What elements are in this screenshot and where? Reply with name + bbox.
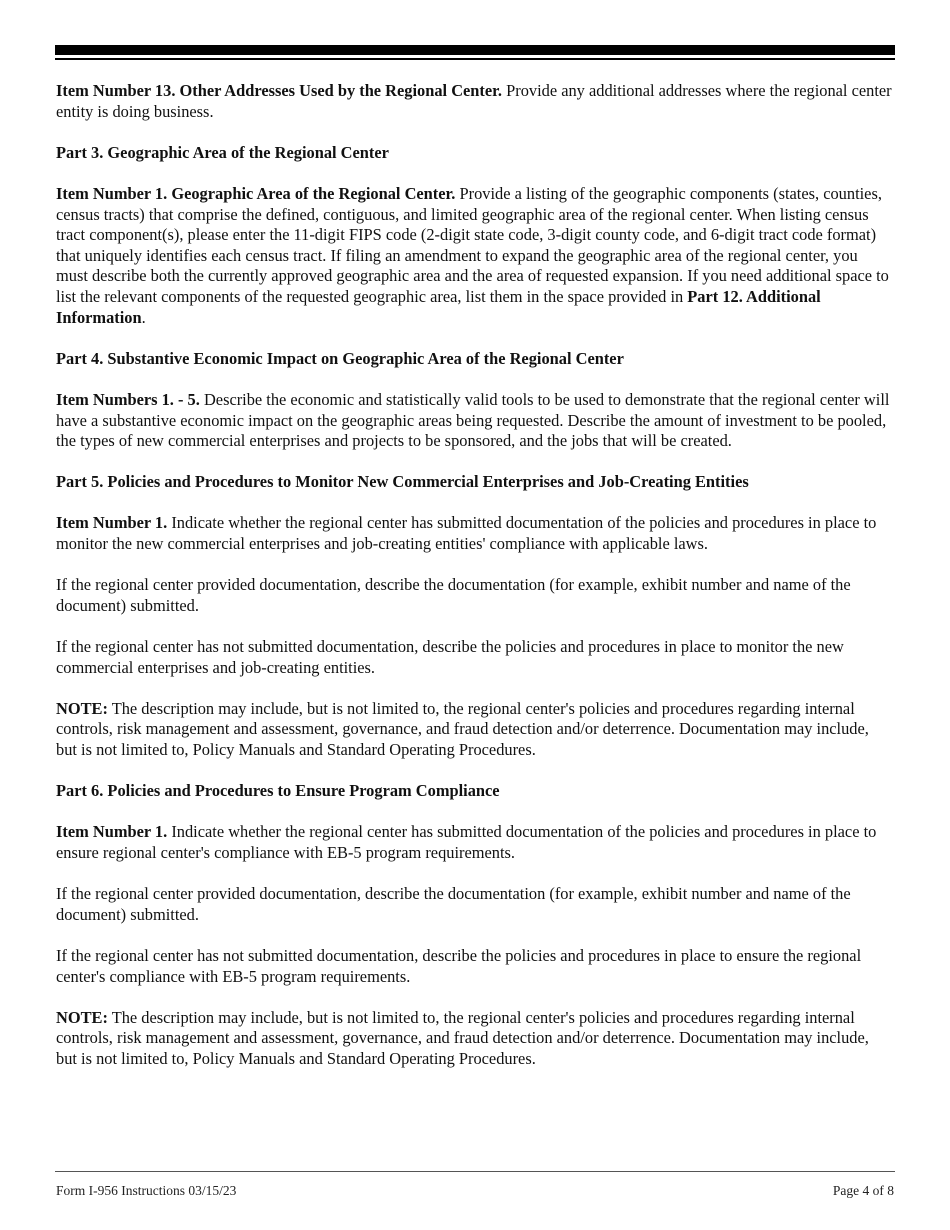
note-text: The description may include, but is not limited to, the regional center's policies and procedures regarding internal controls, risk management and assessment, governance, and fraud detection and/or deterrence. Documentation may include, but is not limited to, Policy Manuals and Standard Operating Procedures. [56, 698, 869, 759]
footer-form-label: Form I-956 Instructions 03/15/23 [56, 1183, 237, 1198]
item-text: Describe the economic and statistically valid tools to be used to demonstrate that the regional center will have a substantive economic impact on the geographic areas being requested. Describe the amount of investment to be pooled, the types of new commercial enterprises and projects to be sponsored, and the jobs that will be created. [56, 389, 890, 451]
item-text-end: . [141, 307, 146, 327]
paragraph-text: If the regional center provided documentation, describe the documentation (for example, exhibit number and name of the document) submitted. [56, 884, 851, 924]
part-5-note [56, 699, 892, 761]
instructions-body [56, 81, 892, 1090]
part-3-item-1 [56, 184, 892, 328]
part-6-heading [56, 781, 892, 802]
item-13-other-addresses [56, 81, 892, 122]
part-3-heading [56, 143, 892, 164]
paragraph-text: If the regional center provided documentation, describe the documentation (for example, exhibit number and name of the document) submitted. [56, 575, 851, 615]
footer-page-number: Page 4 of 8 [832, 1183, 894, 1198]
footer-rule [55, 1171, 895, 1172]
part-heading: Part 3. Geographic Area of the Regional Center [56, 142, 389, 162]
note-text: The description may include, but is not limited to, the regional center's policies and procedures regarding internal controls, risk management and assessment, governance, and fraud detection and/or deterrence. Documentation may include, but is not limited to, Policy Manuals and Standard Operating Procedures. [56, 1007, 869, 1068]
part-6-provided-documentation [56, 884, 892, 925]
item-heading: Item Number 13. Other Addresses Used by the Regional Center. [56, 81, 503, 100]
part-4-heading [56, 349, 892, 370]
item-heading: Item Number 1. [56, 822, 168, 842]
part-4-items-1-5 [56, 390, 892, 452]
header-thick-rule [55, 45, 895, 55]
part-5-not-submitted [56, 637, 892, 678]
paragraph-text: If the regional center has not submitted documentation, describe the policies and procedures in place to ensure the regional center's compliance with EB-5 program requirements. [56, 945, 862, 986]
header-thin-rule [55, 58, 895, 60]
item-heading: Item Number 1. Geographic Area of the Regional Center. [56, 183, 456, 203]
part-6-note [56, 1008, 892, 1070]
part-6-not-submitted [56, 946, 892, 987]
part-heading: Part 6. Policies and Procedures to Ensure Program Compliance [56, 781, 500, 801]
item-text: Indicate whether the regional center has submitted documentation of the policies and procedures in place to ensure regional center's compliance with EB-5 program requirements. [56, 822, 877, 862]
item-text: Indicate whether the regional center has submitted documentation of the policies and procedures in place to monitor the new commercial enterprises and job-creating entities' compliance with applicable laws. [56, 513, 877, 554]
note-label: NOTE: [56, 698, 108, 718]
item-text: Provide a listing of the geographic components (states, counties, census tracts) that comprise the defined, contiguous, and limited geographic area of the regional center. When listing census tract component(s), please enter the 11-digit FIPS code (2-digit state code, 3-digit county code, and 6-digit tract code format) that uniquely identifies each census tract. If filing an amendment to expand the geographic area of the regional center, you must describe both the currently approved geographic area and the area of requested expansion. If you need additional space to list the relevant components of the requested geographic area, list them in the space provided in [56, 183, 889, 306]
part-heading: Part 4. Substantive Economic Impact on Geographic Area of the Regional Center [56, 348, 624, 368]
part-12-reference: Part 12. Additional Information [56, 286, 821, 327]
part-5-provided-documentation [56, 575, 892, 616]
part-5-heading [56, 472, 892, 493]
item-text: Provide any additional addresses where the regional center entity is doing business. [56, 81, 892, 121]
item-heading: Item Number 1. [56, 513, 168, 533]
part-5-item-1 [56, 513, 892, 554]
item-heading: Item Numbers 1. - 5. [56, 389, 200, 409]
paragraph-text: If the regional center has not submitted documentation, describe the policies and procedures in place to monitor the new commercial enterprises and job-creating entities. [56, 637, 844, 677]
part-6-item-1 [56, 822, 892, 863]
note-label: NOTE: [56, 1007, 108, 1027]
part-heading: Part 5. Policies and Procedures to Monitor New Commercial Enterprises and Job-Creating Entities [56, 472, 749, 492]
